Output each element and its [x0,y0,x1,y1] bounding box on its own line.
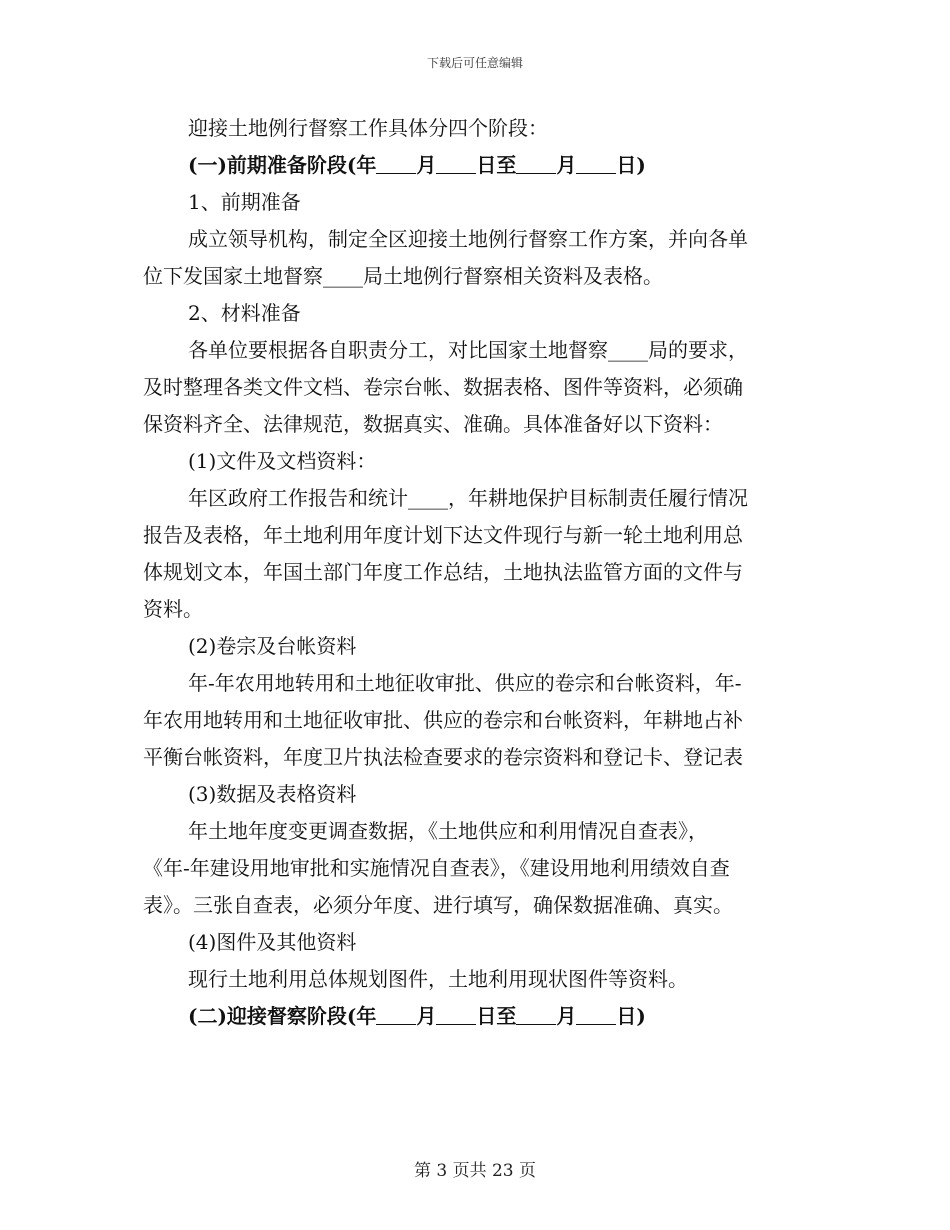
stage2-heading-month1: 月 [416,1004,437,1028]
paragraph-line: 年-年农用地转用和土地征收审批、供应的卷宗和台帐资料，年- [188,671,742,695]
blank-field [516,153,556,174]
blank-field [376,1004,416,1025]
paragraph-line: 年农用地转用和土地征收审批、供应的卷宗和台帐资料，年耕地占补 [143,708,743,732]
stage1-heading [143,147,808,184]
paragraph-line: 位下发国家土地督察____局土地例行督察相关资料及表格。 [143,264,663,288]
stage1-heading-start: (一)前期准备阶段(年 [188,153,377,177]
item1-title: (1)文件及文档资料： [188,449,377,473]
paragraph-line: 平衡台帐资料，年度卫片执法检查要求的卷宗资料和登记卡、登记表 [143,745,743,769]
stage2-heading-dayend: 日) [616,1004,646,1028]
stage1-heading-dayto: 日至 [476,153,517,177]
section1-title: 1、前期准备 [188,190,301,214]
paragraph-line: 体规划文本，年国土部门年度工作总结，土地执法监管方面的文件与 [143,560,743,584]
blank-field [436,153,476,174]
item4-title: (4)图件及其他资料 [188,930,357,954]
document-body [143,110,808,1035]
paragraph-line: 及时整理各类文件文档、卷宗台帐、数据表格、图件等资料，必须确 [143,375,743,399]
paragraph-line: 保资料齐全、法律规范，数据真实、准确。具体准备好以下资料： [143,412,723,436]
page-footer: 第 3 页共 23 页 [413,1161,537,1181]
paragraph-line: 年区政府工作报告和统计____，年耕地保护目标制责任履行情况 [188,486,748,510]
page-header: 下载后可任意编辑 [426,56,523,70]
stage2-heading-start: (二)迎接督察阶段(年 [188,1004,377,1028]
stage-intro: 迎接土地例行督察工作具体分四个阶段： [188,116,548,140]
paragraph-line: 成立领导机构，制定全区迎接土地例行督察工作方案，并向各单 [188,227,748,251]
blank-field [576,153,616,174]
stage2-heading [143,998,808,1035]
stage1-heading-dayend: 日) [616,153,646,177]
stage2-heading-dayto: 日至 [476,1004,517,1028]
paragraph-line: 资料。 [143,597,203,621]
blank-field [516,1004,556,1025]
paragraph-line: 《年-年建设用地审批和实施情况自查表》，《建设用地利用绩效自查 [143,856,730,880]
paragraph-line: 各单位要根据各自职责分工，对比国家土地督察____局的要求， [188,338,748,362]
paragraph-line: 年土地年度变更调查数据，《土地供应和利用情况自查表》， [188,819,708,843]
stage1-heading-month2: 月 [556,153,577,177]
blank-field [376,153,416,174]
section2-title: 2、材料准备 [188,301,301,325]
blank-field [436,1004,476,1025]
paragraph-line: 报告及表格，年土地利用年度计划下达文件现行与新一轮土地利用总 [143,523,743,547]
item2-title: (2)卷宗及台帐资料 [188,634,357,658]
stage1-heading-month1: 月 [416,153,437,177]
paragraph-line: 表》。三张自查表，必须分年度、进行填写，确保数据准确、真实。 [143,893,733,917]
blank-field [576,1004,616,1025]
item3-title: (3)数据及表格资料 [188,782,357,806]
stage2-heading-month2: 月 [556,1004,577,1028]
paragraph-line: 现行土地利用总体规划图件，土地利用现状图件等资料。 [188,967,688,991]
